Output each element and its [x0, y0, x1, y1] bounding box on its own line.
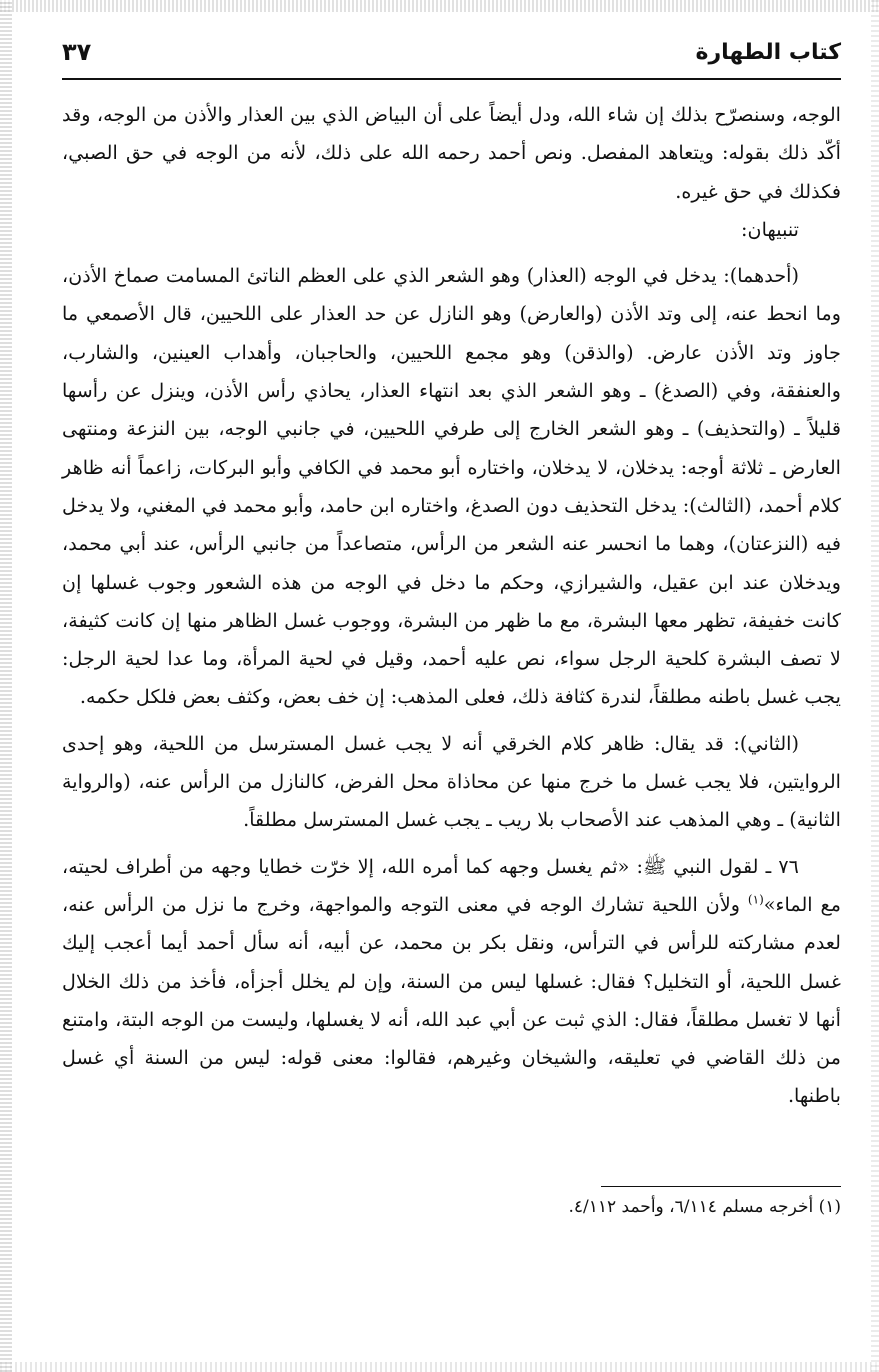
- main-text: [62, 96, 841, 1116]
- decorative-border-left: [0, 0, 12, 1372]
- paragraph-heading-notes: تنبيهان:: [741, 217, 799, 241]
- decorative-border-right: [871, 0, 879, 1372]
- header-divider: [62, 78, 841, 80]
- paragraph-second-note: (الثاني): قد يقال: ظاهر كلام الخرقي أنه لا يجب غسل المسترسل من اللحية، وهو إحدى الروايتين، فلا يجب غسل ما خرج منها عن محاذاة محل الفرض، كالنازل من الرأس عنه، (والرواية الثانية) ـ وهي المذهب عند الأصحاب بلا ريب ـ يجب غسل المسترسل مطلقاً.: [62, 731, 841, 832]
- paragraph-continuation: الوجه، وسنصرّح بذلك إن شاء الله، ودل أيضاً على أن البياض الذي بين العذار والأذن من الوجه، وقد أكّد ذلك بقوله: ويتعاهد المفصل. ونص أحمد رحمه الله على ذلك، لأنه من الوجه في حق الصبي، فكذلك في حق غيره.: [62, 103, 841, 203]
- decorative-border-bottom: [0, 1362, 879, 1372]
- footnote: (١) أخرجه مسلم ٦/١١٤، وأحمد ٤/١١٢.: [568, 1197, 841, 1217]
- footnote-divider: [601, 1186, 841, 1187]
- hadith-commentary: ولأن اللحية تشارك الوجه في معنى التوجه والمواجهة، وخرج ما نزل من الرأس عنه، لعدم مشاركته للرأس في الترأس، ونقل بكر بن محمد، عن أبيه، أنه سأل أحمد أيما أعجب إليك غسل اللحية، أو التخليل؟ فقال: غسلها ليس من السنة، وإن لم يخلل أجزأه، فأخذ من ذلك الخلال أنها لا تغسل مطلقاً، فقال: الذي ثبت عن أبي عبد الله، أنه لا يغسلها، وليست من الوجه البتة، وامتنع من ذلك القاضي في تعليقه، والشيخان وغيرهم، فقالوا: معنى قوله: ليس من السنة أي غسل باطنها.: [62, 892, 841, 1108]
- running-title: كتاب الطهارة: [695, 39, 841, 65]
- page-header: [62, 28, 841, 76]
- page-number: ٣٧: [62, 38, 92, 66]
- decorative-border-top: [0, 0, 879, 12]
- paragraph-hadith-76: [62, 848, 841, 1116]
- footnote-reference[interactable]: (١): [747, 892, 764, 907]
- hadith-text: ٧٦ ـ لقول النبي ﷺ: «ثم يغسل وجهه كما أمره الله، إلا خرّت خطايا وجهه من أطراف لحيته، مع الماء»: [62, 854, 841, 916]
- paragraph-first-note: (أحدهما): يدخل في الوجه (العذار) وهو الشعر الذي على العظم الناتئ المسامت صماخ الأذن، وما انحط عنه، إلى وتد الأذن (والعارض) وهو النازل عن حد العذار على اللحيين، قال الأصمعي ما جاوز وتد الأذن عارض. (والذقن) وهو مجمع اللحيين، والحاجبان، وأهداب العينين، والشارب، والعنفقة، وفي (الصدغ) ـ وهو الشعر الذي بعد انتهاء العذار، يحاذي رأس الأذن، وينزل عن رأسها قليلاً ـ (والتحذيف) ـ وهو الشعر الخارج إلى طرفي اللحيين، في جانبي الوجه، بين النزعة ومنتهى العارض ـ ثلاثة أوجه: يدخلان، لا يدخلان، واختاره أبو محمد في الكافي وأبو البركات، زاعماً أنه ظاهر كلام أحمد، (الثالث): يدخل التحذيف دون الصدغ، واختاره ابن حامد، وأبو محمد في المغني، ولا يدخل فيه (النزعتان)، وهما ما انحسر عنه الشعر من الرأس، متصاعداً من جانبي الرأس، عند أبي محمد، ويدخلان عند ابن عقيل، والشيرازي، وحكم ما دخل في الوجه من هذه الشعور وجوب غسلها إن كانت خفيفة، تظهر معها البشرة، مع ما ظهر من البشرة، ووجوب غسل الظاهر منها إن كانت كثيفة، لا تصف البشرة كلحية الرجل سواء، نص عليه أحمد، وقيل في لحية المرأة، وما عدا لحية الرجل: يجب غسل باطنه مطلقاً، لندرة كثافة ذلك، فعلى المذهب: إن خف بعض، وكثف بعض فلكل حكمه.: [62, 264, 841, 709]
